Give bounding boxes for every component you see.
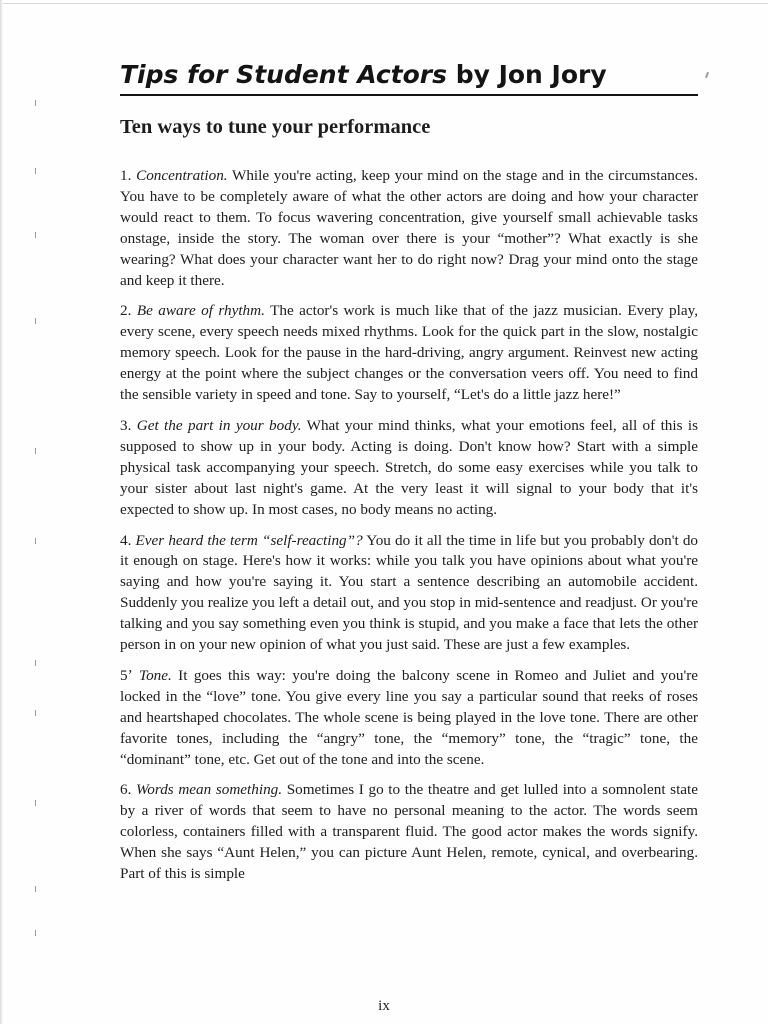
margin-mark xyxy=(35,318,36,324)
margin-mark xyxy=(35,800,36,806)
tip-number: 5ʼ xyxy=(120,666,140,684)
tip-body: The actor's work is much like that of the jazz musician. Every play, every scene, every speech needs mixed rhythms. Look for the quick part in the slow, nostalgic memory speech. Look for the pause in the hard-driving, angry argument. Reinvest new acting energy at the point where the subject changes or the conversation veers off. You need to find the sensible variety in speed and tone. Say to yourself, “Let's do a little jazz here!” xyxy=(120,302,699,404)
tip-heading: Get the part in your body. xyxy=(136,416,302,434)
tip-heading: Concentration. xyxy=(136,167,228,184)
article xyxy=(120,58,698,885)
page-subtitle: Ten ways to tune your performance xyxy=(120,116,431,138)
tip-body: What your mind thinks, what your emotions feel, all of this is supposed to show up in your body. Acting is doing. Don't know how? Start with a simple physical task accompanying your speech. Stretch, do some easy exercises while you talk to your sister about last night's game. At the very least it will signal to your body that it's expected to show up. In most cases, no body means no acting. xyxy=(120,416,699,518)
page-number: ix xyxy=(378,998,390,1014)
title-author: by Jon Jory xyxy=(446,60,607,89)
tip-number: 4. xyxy=(120,531,136,549)
tip-number: 1. xyxy=(120,167,137,184)
tip-heading: Ever heard the term “self-reacting”? xyxy=(135,531,363,549)
scan-edge-top xyxy=(0,3,768,4)
page-title xyxy=(120,58,698,96)
tip-body: You do it all the time in life but you probably don't do it enough on stage. Here's how it works: while you talk you have opinions about what you're saying and how you're saying it. You start a sentence describing an automobile accident. Suddenly you realize you left a detail out, and you stop in mid-sentence and readjust. Or you're talking and you say something even you think is stupid, and you make a face that lets the other person in on your new opinion of what you just said. These are just a few examples. xyxy=(120,531,699,654)
tip-paragraph xyxy=(120,166,698,291)
margin-mark xyxy=(35,100,36,106)
tip-heading: Words mean something. xyxy=(136,781,283,799)
tip-number: 2. xyxy=(120,302,137,320)
margin-mark xyxy=(35,538,36,544)
tip-body: Sometimes I go to the theatre and get lulled into a somnolent state by a river of words that seem to have no personal meaning to the actor. The words seem colorless, containers filled with a transparent fluid. The good actor makes the words signify. When she says “Aunt Helen,” you can picture Aunt Helen, remote, cynical, and overbearing. Part of this is simple xyxy=(120,781,699,883)
margin-mark xyxy=(35,710,36,716)
tip-paragraph xyxy=(120,416,698,521)
margin-mark xyxy=(35,232,36,238)
margin-mark xyxy=(35,448,36,454)
tip-paragraph xyxy=(120,780,698,885)
stray-mark xyxy=(705,72,709,78)
tip-body: It goes this way: you're doing the balcony scene in Romeo and Juliet and you're locked in the “love” tone. You give every line you say a particular sound that reeks of roses and heartshaped chocolates. The whole scene is being played in the love tone. There are other favorite tones, including the “angry” tone, the “memory” tone, the “tragic” tone, the “dominant” tone, etc. Get out of the tone and into the scene. xyxy=(120,666,698,768)
title-italic: Tips for Student Actors xyxy=(120,60,447,89)
margin-mark xyxy=(35,168,36,174)
tip-paragraph xyxy=(120,666,698,771)
tip-paragraph xyxy=(120,301,698,406)
tip-heading: Be aware of rhythm. xyxy=(136,302,265,320)
margin-mark xyxy=(35,660,36,666)
margin-mark xyxy=(35,930,36,936)
tip-number: 3. xyxy=(120,416,137,434)
tip-number: 6. xyxy=(120,781,137,799)
margin-mark xyxy=(35,886,36,892)
tip-heading: Tone. xyxy=(139,666,172,684)
scan-edge-left xyxy=(0,0,3,1024)
tip-paragraph xyxy=(120,531,698,656)
tip-body: While you're acting, keep your mind on the stage and in the circumstances. You have to be completely aware of what the other actors are doing and how your character would react to them. To focus wavering concentration, give yourself small achievable tasks onstage, inside the story. The woman over there is your “mother”? What exactly is she wearing? What does your character want her to do right now? Drag your mind onto the stage and keep it there. xyxy=(120,167,699,289)
